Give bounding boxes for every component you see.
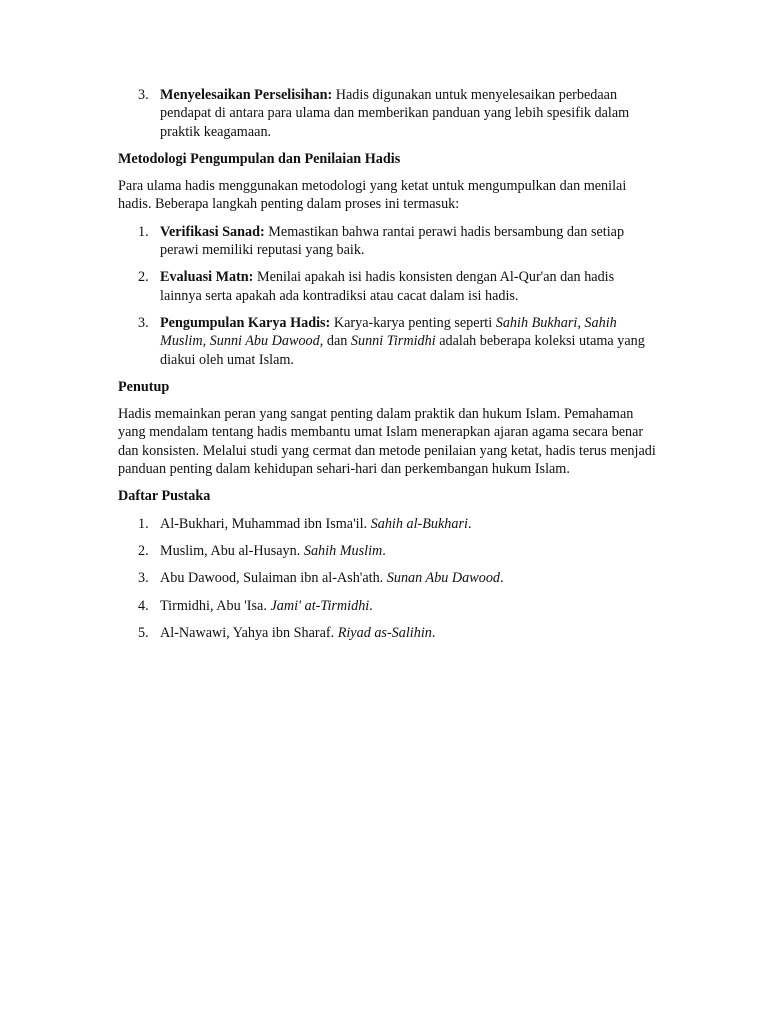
bibliography-item (118, 569, 658, 587)
list-item-text: Menilai apakah isi hadis konsisten dengan Al-Qur'an dan hadis lainnya serta apakah ada kontradiksi atau cacat dalam isi hadis. (160, 269, 615, 304)
list-item-text: , (202, 333, 210, 350)
bibliography-author: Al-Bukhari, Muhammad ibn Isma'il. (160, 515, 371, 532)
list-item-italic: Sunni Tirmidhi (350, 333, 436, 350)
list-number: 3. (138, 570, 149, 587)
list-number: 2. (138, 269, 149, 286)
bibliography-list (118, 515, 658, 642)
bibliography-end: . (467, 515, 472, 532)
list-item-bold: Menyelesaikan Perselisihan: (160, 87, 333, 103)
bibliography-title: Sunan Abu Dawood (386, 570, 501, 587)
bibliography-end: . (382, 542, 386, 559)
bibliography-title: Sahih Muslim (303, 542, 383, 559)
list-item-italic: Sunni Abu Dawood (209, 333, 320, 350)
list-number: 2. (138, 542, 149, 559)
section-heading-metodologi: Metodologi Pengumpulan dan Penilaian Hadis (118, 150, 401, 167)
bibliography-item (118, 542, 658, 560)
list-item-italic: Sahih Bukhari (495, 314, 578, 331)
continued-list (118, 86, 658, 141)
bibliography-item (118, 624, 658, 642)
list-number: 5. (138, 624, 149, 641)
list-item (118, 268, 658, 305)
bibliography-end: . (431, 624, 436, 641)
bibliography-end: . (500, 570, 504, 587)
list-item-bold: Verifikasi Sanad: (160, 223, 265, 240)
bibliography-author: Muslim, Abu al-Husayn. (160, 542, 304, 559)
metodologi-list (118, 223, 658, 369)
list-number: 4. (138, 597, 149, 614)
section-paragraph-metodologi: Para ulama hadis menggunakan metodologi yang ketat untuk mengumpulkan dan menilai hadis. Beberapa langkah penting dalam proses ini termasuk: (118, 178, 627, 213)
list-number: 3. (138, 87, 149, 103)
bibliography-author: Abu Dawood, Sulaiman ibn al-Ash'ath. (160, 570, 387, 587)
list-item-text: Memastikan bahwa rantai perawi hadis bersambung dan setiap perawi memiliki reputasi yang baik. (160, 223, 625, 259)
list-item-text: , (577, 314, 585, 331)
bibliography-title: Riyad as-Salihin (337, 624, 432, 641)
bibliography-author: Tirmidhi, Abu 'Isa. (160, 597, 271, 614)
section-heading-penutup: Penutup (118, 378, 170, 395)
list-item-text: , dan (319, 333, 351, 350)
list-number: 1. (138, 515, 149, 532)
list-item-bold: Pengumpulan Karya Hadis: (160, 314, 331, 331)
list-item-text: adalah beberapa koleksi utama yang diakui oleh umat Islam. (160, 333, 645, 368)
list-item-bold: Evaluasi Matn: (160, 269, 254, 286)
list-item-text: Karya-karya penting seperti (330, 314, 496, 331)
bibliography-author: Al-Nawawi, Yahya ibn Sharaf. (160, 624, 338, 641)
list-item (118, 223, 658, 260)
list-item-italic: Sahih Muslim (160, 314, 617, 350)
list-item (118, 86, 658, 141)
list-number: 3. (138, 314, 149, 331)
section-heading-daftar-pustaka: Daftar Pustaka (118, 488, 211, 505)
list-item (118, 314, 658, 369)
document-content (118, 86, 658, 651)
bibliography-item (118, 515, 658, 533)
bibliography-title: Jami' at-Tirmidhi (270, 597, 370, 614)
bibliography-end: . (369, 597, 373, 614)
list-number: 1. (138, 223, 149, 240)
bibliography-item (118, 597, 658, 615)
list-item-text: Hadis digunakan untuk menyelesaikan perbedaan pendapat di antara para ulama dan memberikan panduan yang lebih spesifik dalam praktik keagamaan. (160, 87, 630, 140)
section-paragraph-penutup: Hadis memainkan peran yang sangat penting dalam praktik dan hukum Islam. Pemahaman yang mendalam tentang hadis membantu umat Islam menerapkan ajaran agama secara benar dan konsisten. Melalui studi yang cermat dan metode penilaian yang ketat, hadis terus menjadi panduan penting dalam kehidupan sehari-hari dan perkembangan hukum Islam. (118, 406, 656, 478)
bibliography-title: Sahih al-Bukhari (370, 515, 468, 532)
